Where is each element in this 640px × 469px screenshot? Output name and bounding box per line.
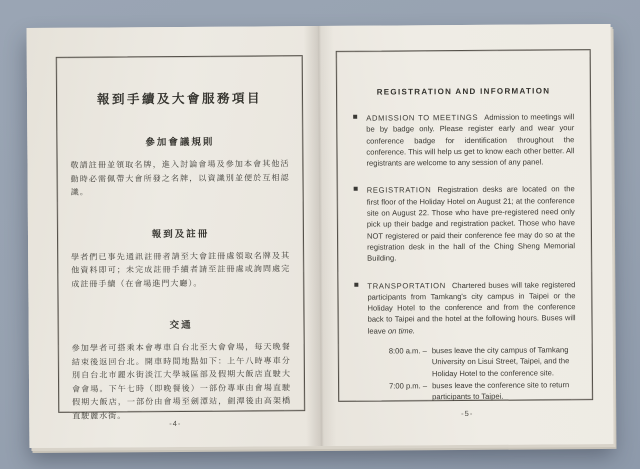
transportation-cn-heading: 交通 [169, 319, 193, 332]
bullet-square-icon [353, 115, 357, 119]
schedule-row-evening [389, 379, 576, 403]
transportation-body: Chartered buses will take registered participants from Tamkang's city campus in Taipei or the Holiday Hotel to the conference and from the conference back to Taipei and the hotel at the following hours. Buses will leave [367, 279, 576, 336]
item-admission [353, 111, 574, 169]
left-page-frame [56, 55, 305, 421]
schedule-time: 8:00 a.m. – [388, 346, 427, 356]
section-transportation-cn [72, 316, 292, 423]
transportation-label: TRANSPORTATION [367, 280, 446, 291]
bullet-square-icon [354, 187, 358, 191]
registration-body: Registration desks are located on the first floor of the Holiday Hotel on August 21; at the conference site on August 22. Those who have pre-registered need only pick up their badge and registration packet. Those who have NOT registered or paid their conference fee may do so at the registration desk in the hall of the Ching Sheng Memorial Building. [366, 184, 576, 263]
section-meeting-rules [70, 133, 289, 199]
right-page-title: REGISTRATION AND INFORMATION [376, 86, 551, 97]
checkin-registration-heading: 報到及註冊 [151, 228, 210, 240]
left-page-title: 報到手續及大會服務項目 [96, 91, 263, 107]
checkin-registration-body: 學者們已事先通訊註冊者請至大會註冊處領取名牌及其他資料即可；未完成註冊手續者請至註冊處或詢問處完成註冊手續（在會場進門大廳）。 [71, 250, 291, 289]
admission-body: Admission to meetings will be by badge only. Please register early and wear your conference badge for identification throughout the conference. This will help us get to know each other better. All registrants are welcome to any session of any panel. [366, 112, 575, 168]
section-checkin-registration [71, 225, 290, 291]
schedule-text: buses leave the city campus of Tamkang University on Lisui Street, Taipei, and the Holiday Hotel to the conference site. [431, 345, 570, 378]
meeting-rules-body: 敬請註冊並領取名牌，進入討論會場及參加本會其他活動時必需佩帶大會所發之名牌，以資識別並便於互相認識。 [70, 159, 290, 197]
registration-label: REGISTRATION [366, 185, 432, 196]
schedule-text: buses leave the conference site to return participants to Taipei. [432, 380, 570, 402]
meeting-rules-heading: 參加會議規則 [145, 136, 215, 149]
transportation-cn-body: 參加學者可搭乘本會專車自台北至大會會場，每天晚餐結束後返回台北。開車時間地點如下：上午八時專車分別自台北市麗水街淡江大學城區部及假期大飯店直駛大會會場。下午七時（即晚餐後）一部份專車由會場直駛假期大飯店，一部份由會場至劍潭站，劍潭後由高架橋直駛麗水街。 [71, 342, 292, 421]
right-page-frame [336, 49, 593, 402]
right-page-number: -5- [461, 408, 474, 419]
bullet-square-icon [354, 282, 358, 286]
admission-label: ADMISSION TO MEETINGS [366, 112, 479, 123]
booklet [27, 24, 614, 448]
item-registration [354, 184, 576, 265]
bus-schedule [389, 344, 576, 403]
left-page [27, 26, 322, 448]
item-transportation [354, 279, 575, 337]
transportation-body-italic: on time. [387, 326, 415, 336]
left-page-number: -4- [169, 418, 182, 429]
schedule-time: 7:00 p.m. – [389, 381, 428, 391]
right-page [319, 24, 614, 446]
schedule-row-morning [389, 344, 576, 379]
